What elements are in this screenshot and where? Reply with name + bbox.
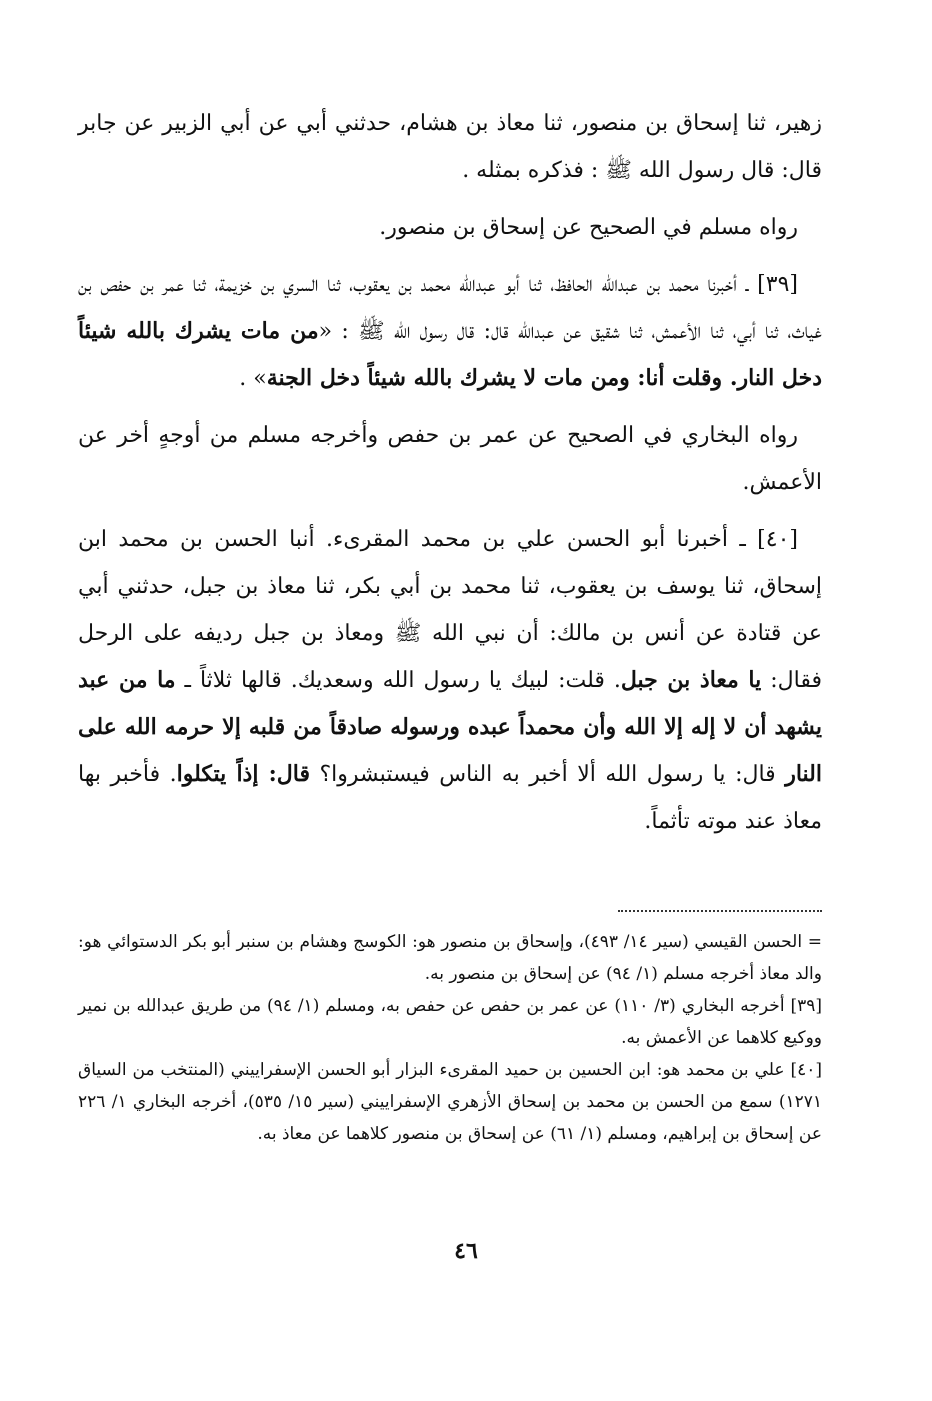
paragraph-continuation: زهير، ثنا إسحاق بن منصور، ثنا معاذ بن هشام، حدثني أبي عن أبي الزبير عن جابر قال: قال رسول الله ﷺ : فذكره بمثله .	[78, 111, 822, 183]
hadith-40-call: يا معاذ بن جبل	[620, 667, 762, 693]
hadith-40-isnad: [٤٠] ـ أخبرنا أبو الحسن علي بن محمد المقرىء. أنبا الحسن بن محمد ابن إسحاق، ثنا يوسف بن يعقوب، ثنا محمد بن أبي بكر، ثنا معاذ بن جبل، حدثني أبي عن قتادة عن أنس بن مالك: أن نبي الله ﷺ ومعاذ بن جبل رديفه على الرحل فقال:	[78, 527, 822, 693]
hadith-40-end: . فأخبر بها معاذ عند موته تأثماً.	[78, 762, 822, 834]
hadith-40-matn: ما من عبد يشهد أن لا إله إلا الله وأن محمداً عبده ورسوله صادقاً من قلبه إلا حرمه الله على النار	[78, 667, 822, 787]
hadith-40-question: قال: يا رسول الله ألا أخبر به الناس فيستبشروا؟	[309, 762, 786, 787]
main-text	[78, 100, 822, 845]
hadith-39-matn: من مات يشرك بالله شيئاً دخل النار. وقلت أنا: ومن مات لا يشرك بالله شيئاً دخل الجنة	[78, 318, 822, 391]
hadith-40-answer: قال: إذاً يتكلوا	[176, 761, 310, 787]
footnote-40: [٤٠] علي بن محمد هو: ابن الحسين بن حميد المقرىء البزار أبو الحسن الإسفراييني (المنتخب من السياق ١٢٧١) سمع من الحسن بن محمد بن إسحاق الأزهري الإسفراييني (سير ١٥/ ٥٣٥)، أخرجه البخاري ١/ ٢٢٦ عن إسحاق بن إبراهيم، ومسلم (١/ ٦١) عن إسحاق بن منصور كلاهما عن معاذ به.	[78, 1060, 822, 1144]
hadith-40-reply: . قلت: لبيك يا رسول الله وسعديك. قالها ثلاثاً ـ	[175, 668, 621, 693]
footnote-39: [٣٩] أخرجه البخاري (٣/ ١١٠) عن عمر بن حفص عن حفص به، ومسلم (١/ ٩٤) من طريق عبدالله بن نمير ووكيع كلاهما عن الأعمش به.	[78, 996, 822, 1048]
footnotes	[78, 926, 822, 1150]
hadith-39-isnad: [٣٩] ـ أخبرنا محمد بن عبدالله الحافظ، ثنا أبو عبدالله محمد بن يعقوب، ثنا السري بن خزيمة، ثنا عمر بن حفص بن غياث، ثنا أبي، ثنا الأعمش، ثنا شقيق عن عبدالله قال: قال رسول الله ﷺ : «	[78, 272, 822, 344]
paragraph-muslim-note: رواه مسلم في الصحيح عن إسحاق بن منصور.	[379, 215, 798, 240]
hadith-39	[78, 261, 822, 402]
hadith-40	[78, 516, 822, 845]
hadith-39-end: » .	[239, 366, 267, 391]
page-number: ٤٦	[454, 1238, 478, 1264]
footnote-continued: = الحسن القيسي (سير ١٤/ ٤٩٣)، وإسحاق بن منصور هو: الكوسج وهشام بن سنبر أبو بكر الدستوائي هو: والد معاذ أخرجه مسلم (١/ ٩٤) عن إسحاق بن منصور به.	[78, 932, 822, 984]
paragraph-bukhari-note: رواه البخاري في الصحيح عن عمر بن حفص وأخرجه مسلم من أوجهٍ أخر عن الأعمش.	[78, 423, 822, 495]
footnote-divider	[618, 910, 822, 912]
